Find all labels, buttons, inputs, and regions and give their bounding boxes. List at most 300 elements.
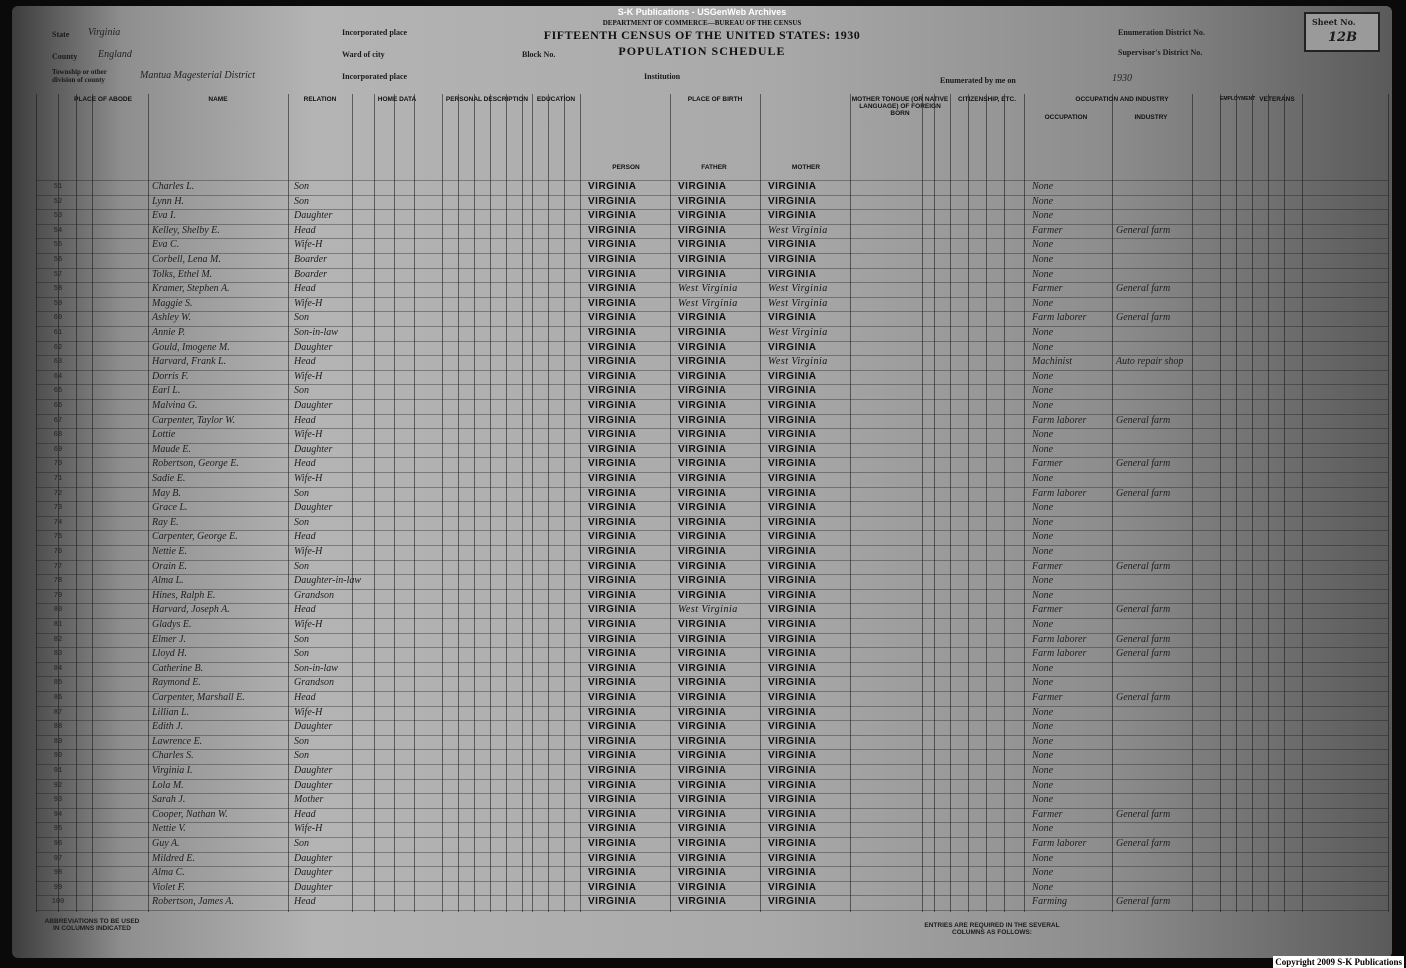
birthplace-father: VIRGINIA — [678, 341, 727, 353]
birthplace-mother: VIRGINIA — [768, 662, 817, 674]
birthplace-father: VIRGINIA — [678, 735, 727, 747]
birthplace-mother: VIRGINIA — [768, 619, 817, 630]
birthplace-mother: VIRGINIA — [768, 239, 817, 251]
column-rule — [374, 94, 375, 912]
line-number: 76 — [53, 548, 63, 556]
occupation: None — [1032, 327, 1054, 338]
person-name: Gladys E. — [152, 619, 192, 630]
line-number: 51 — [53, 183, 63, 191]
line-number: 88 — [53, 723, 63, 732]
relation: Daughter — [294, 502, 333, 514]
person-name: Grace L. — [152, 502, 188, 514]
occupation: None — [1032, 473, 1054, 484]
birthplace-father: VIRGINIA — [678, 443, 727, 455]
personal-description-header: PERSONAL DESCRIPTION — [445, 96, 529, 103]
relation: Daughter-in-law — [294, 575, 362, 587]
mother-subheader: MOTHER — [791, 164, 821, 171]
line-number: 57 — [53, 270, 63, 279]
occupation: Farming — [1032, 896, 1067, 908]
occupation: None — [1032, 385, 1054, 397]
employment-header: EMPLOYMENT — [1220, 96, 1256, 102]
person-name: Malvina G. — [152, 400, 198, 411]
line-number: 73 — [53, 504, 63, 513]
line-number: 94 — [53, 810, 63, 819]
person-name: Carpenter, George E. — [152, 531, 238, 543]
footer — [36, 914, 1388, 952]
birthplace-father: VIRGINIA — [678, 239, 727, 251]
person-name: Lola M. — [152, 779, 184, 791]
birthplace-father: VIRGINIA — [678, 268, 727, 280]
birthplace-mother: VIRGINIA — [768, 254, 817, 265]
birthplace-father: VIRGINIA — [678, 706, 727, 718]
abbreviations-title: ABBREVIATIONS TO BE USED IN COLUMNS INDICATED — [44, 918, 140, 932]
birthplace-mother: VIRGINIA — [768, 648, 817, 660]
column-rule — [968, 94, 969, 912]
column-rule — [548, 94, 549, 912]
industry: General farm — [1116, 648, 1171, 660]
birthplace-father: VIRGINIA — [678, 896, 727, 908]
column-rule — [442, 94, 443, 912]
person-name: Sadie E. — [152, 473, 186, 484]
person-name: Alma L. — [152, 575, 184, 587]
occupation: Farmer — [1032, 604, 1063, 616]
sheet-number-box — [1304, 12, 1380, 52]
person-name: Earl L. — [152, 385, 181, 397]
occupation: Farmer — [1032, 560, 1063, 572]
birthplace-father: VIRGINIA — [678, 619, 727, 630]
birthplace-father: VIRGINIA — [678, 808, 727, 820]
relation-header: RELATION — [303, 96, 337, 103]
birthplace-person: VIRGINIA — [588, 838, 637, 849]
birthplace-father: VIRGINIA — [678, 765, 727, 776]
relation: Son — [294, 195, 309, 207]
place-of-birth-header: PLACE OF BIRTH — [687, 96, 743, 103]
birthplace-father: VIRGINIA — [678, 633, 727, 645]
line-number: 63 — [53, 358, 63, 367]
birthplace-mother: VIRGINIA — [768, 575, 817, 587]
occupation: Farmer — [1032, 692, 1063, 703]
birthplace-mother: VIRGINIA — [768, 692, 817, 703]
relation: Head — [294, 356, 316, 368]
occupation: None — [1032, 575, 1054, 587]
birthplace-person: VIRGINIA — [588, 224, 637, 236]
birthplace-father: VIRGINIA — [678, 881, 727, 893]
person-name: Edith J. — [152, 721, 184, 733]
line-number: 55 — [53, 241, 63, 250]
relation: Grandson — [294, 677, 335, 689]
column-rule — [474, 94, 475, 912]
birthplace-father: VIRGINIA — [678, 662, 727, 674]
person-name: Dorris F. — [152, 370, 189, 382]
occupation: None — [1032, 297, 1054, 309]
birthplace-father: VIRGINIA — [678, 794, 727, 806]
relation: Head — [294, 224, 316, 236]
birthplace-person: VIRGINIA — [588, 414, 637, 426]
person-name: Lawrence E. — [152, 735, 203, 747]
birthplace-person: VIRGINIA — [588, 341, 637, 353]
relation: Daughter — [294, 881, 333, 893]
occupation: None — [1032, 400, 1054, 411]
line-number: 72 — [53, 489, 63, 498]
column-rule — [1236, 94, 1237, 912]
relation: Head — [294, 604, 316, 616]
line-number: 61 — [53, 329, 63, 337]
department-line: DEPARTMENT OF COMMERCE—BUREAU OF THE CENSUS — [602, 19, 802, 27]
column-rule — [1004, 94, 1005, 912]
line-number: 90 — [53, 752, 63, 761]
census-title: FIFTEENTH CENSUS OF THE UNITED STATES: 1930 — [543, 28, 861, 42]
relation: Wife-H — [294, 370, 323, 382]
column-rule — [36, 94, 37, 912]
sheet-number: 12B — [1328, 30, 1358, 45]
column-rule — [760, 94, 761, 912]
birthplace-father: VIRGINIA — [678, 867, 727, 879]
place-of-abode-header: PLACE OF ABODE — [74, 96, 132, 103]
birthplace-mother: VIRGINIA — [768, 589, 817, 601]
relation: Daughter — [294, 400, 333, 411]
person-name: Ashley W. — [152, 312, 192, 324]
birthplace-person: VIRGINIA — [588, 677, 637, 689]
state-value: Virginia — [88, 27, 121, 38]
occupation: None — [1032, 750, 1054, 762]
person-name: Nettie V. — [152, 823, 186, 835]
supervisor-district-label: Supervisor's District No. — [1118, 48, 1203, 57]
relation: Daughter — [294, 210, 333, 222]
birthplace-person: VIRGINIA — [588, 735, 637, 747]
birthplace-person: VIRGINIA — [588, 385, 637, 397]
person-name: Maude E. — [152, 443, 191, 455]
line-number: 75 — [53, 533, 63, 542]
line-number: 53 — [53, 212, 63, 221]
person-name: Guy A. — [152, 838, 180, 849]
birthplace-mother: VIRGINIA — [768, 779, 817, 791]
birthplace-mother: West Virginia — [768, 356, 828, 368]
line-number: 64 — [53, 372, 63, 381]
line-number: 79 — [53, 591, 63, 600]
birthplace-person: VIRGINIA — [588, 473, 637, 484]
person-name: Mildred E. — [152, 852, 195, 864]
father-subheader: FATHER — [701, 164, 727, 171]
birthplace-mother: VIRGINIA — [768, 414, 817, 426]
industry: General farm — [1116, 312, 1171, 324]
occupation: Farmer — [1032, 224, 1063, 236]
birthplace-person: VIRGINIA — [588, 181, 637, 192]
person-name: Elmer J. — [152, 633, 186, 645]
birthplace-person: VIRGINIA — [588, 327, 637, 338]
township-value: Mantua Magesterial District — [140, 70, 255, 81]
line-number: 92 — [53, 781, 63, 790]
relation: Daughter — [294, 721, 333, 733]
column-rule — [490, 94, 491, 912]
relation: Head — [294, 808, 316, 820]
occupation: None — [1032, 210, 1054, 222]
birthplace-father: VIRGINIA — [678, 473, 727, 484]
person-name: Cooper, Nathan W. — [152, 808, 228, 820]
birthplace-mother: VIRGINIA — [768, 268, 817, 280]
relation: Wife-H — [294, 706, 323, 718]
birthplace-person: VIRGINIA — [588, 560, 637, 572]
line-number: 85 — [53, 679, 63, 688]
relation: Wife-H — [294, 429, 323, 441]
birthplace-person: VIRGINIA — [588, 619, 637, 630]
person-name: Charles S. — [152, 750, 194, 762]
education-header: EDUCATION — [536, 96, 576, 103]
row-rule — [36, 910, 1388, 911]
occupation: Farmer — [1032, 283, 1063, 295]
line-number: 96 — [53, 840, 63, 848]
enumeration-district-label: Enumeration District No. — [1118, 28, 1205, 37]
relation: Son-in-law — [294, 327, 338, 338]
birthplace-father: West Virginia — [678, 297, 738, 309]
birthplace-mother: VIRGINIA — [768, 750, 817, 762]
birthplace-person: VIRGINIA — [588, 487, 637, 499]
column-rule — [1252, 94, 1253, 912]
line-number: 86 — [53, 694, 63, 702]
relation: Head — [294, 531, 316, 543]
column-rule — [580, 94, 581, 912]
birthplace-person: VIRGINIA — [588, 297, 637, 309]
relation: Son-in-law — [294, 662, 338, 674]
occupation: None — [1032, 706, 1054, 718]
birthplace-father: VIRGINIA — [678, 852, 727, 864]
veterans-header: VETERANS — [1259, 96, 1295, 103]
relation: Son — [294, 648, 309, 660]
person-name: Gould, Imogene M. — [152, 341, 230, 353]
line-number: 67 — [53, 416, 63, 425]
relation: Head — [294, 692, 316, 703]
incorporated-label: Incorporated place — [342, 28, 408, 37]
occupation: Farm laborer — [1032, 648, 1087, 660]
birthplace-person: VIRGINIA — [588, 794, 637, 806]
industry: General farm — [1116, 692, 1171, 703]
birthplace-father: VIRGINIA — [678, 502, 727, 514]
birthplace-person: VIRGINIA — [588, 546, 637, 557]
birthplace-person: VIRGINIA — [588, 312, 637, 324]
relation: Boarder — [294, 268, 327, 280]
column-rule — [352, 94, 353, 912]
birthplace-person: VIRGINIA — [588, 458, 637, 470]
birthplace-father: VIRGINIA — [678, 414, 727, 426]
relation: Son — [294, 312, 309, 324]
column-rule — [564, 94, 565, 912]
occupation: None — [1032, 823, 1054, 835]
birthplace-person: VIRGINIA — [588, 502, 637, 514]
column-rule — [148, 94, 149, 912]
relation: Wife-H — [294, 619, 323, 630]
birthplace-father: VIRGINIA — [678, 224, 727, 236]
birthplace-person: VIRGINIA — [588, 765, 637, 776]
line-number: 80 — [53, 606, 63, 615]
birthplace-person: VIRGINIA — [588, 516, 637, 528]
line-number: 56 — [53, 256, 63, 264]
county-label: County — [52, 52, 78, 61]
line-number: 84 — [53, 664, 63, 673]
birthplace-person: VIRGINIA — [588, 706, 637, 718]
person-name: Carpenter, Taylor W. — [152, 414, 236, 426]
column-rule — [922, 94, 923, 912]
occupation: None — [1032, 370, 1054, 382]
birthplace-father: VIRGINIA — [678, 487, 727, 499]
birthplace-father: VIRGINIA — [678, 531, 727, 543]
occupation: None — [1032, 254, 1054, 265]
line-number: 68 — [53, 431, 63, 440]
birthplace-person: VIRGINIA — [588, 881, 637, 893]
column-rule — [288, 94, 289, 912]
birthplace-father: VIRGINIA — [678, 210, 727, 222]
column-rule — [1024, 94, 1025, 912]
person-name: Hines, Ralph E. — [152, 589, 216, 601]
birthplace-mother: VIRGINIA — [768, 341, 817, 353]
birthplace-mother: VIRGINIA — [768, 531, 817, 543]
birthplace-mother: VIRGINIA — [768, 735, 817, 747]
birthplace-person: VIRGINIA — [588, 268, 637, 280]
birthplace-mother: West Virginia — [768, 283, 828, 295]
birthplace-mother: VIRGINIA — [768, 385, 817, 397]
relation: Son — [294, 750, 309, 762]
birthplace-father: VIRGINIA — [678, 385, 727, 397]
industry: General farm — [1116, 560, 1171, 572]
occupation: None — [1032, 195, 1054, 207]
birthplace-mother: VIRGINIA — [768, 823, 817, 835]
column-rule — [532, 94, 533, 912]
line-number: 70 — [53, 460, 63, 469]
person-name: Eva I. — [152, 210, 176, 222]
sheet-label: Sheet No. — [1312, 17, 1356, 27]
relation: Daughter — [294, 779, 333, 791]
person-name: Violet F. — [152, 881, 185, 893]
relation: Wife-H — [294, 239, 323, 251]
occupation: None — [1032, 531, 1054, 543]
occupation: Machinist — [1032, 356, 1072, 368]
person-name: Carpenter, Marshall E. — [152, 692, 245, 703]
birthplace-person: VIRGINIA — [588, 604, 637, 616]
birthplace-person: VIRGINIA — [588, 400, 637, 411]
line-number: 93 — [53, 796, 63, 805]
line-number: 99 — [53, 883, 63, 892]
line-number: 74 — [53, 518, 63, 527]
industry: General farm — [1116, 414, 1171, 426]
column-rule — [1388, 94, 1389, 912]
birthplace-person: VIRGINIA — [588, 779, 637, 791]
occupation: None — [1032, 765, 1054, 776]
birthplace-mother: VIRGINIA — [768, 181, 817, 192]
birthplace-father: West Virginia — [678, 283, 738, 295]
occupation: None — [1032, 721, 1054, 733]
line-number: 60 — [53, 314, 63, 323]
line-number: 66 — [53, 402, 63, 410]
birthplace-father: VIRGINIA — [678, 327, 727, 338]
birthplace-father: West Virginia — [678, 604, 738, 616]
column-rule — [1112, 94, 1113, 912]
birthplace-father: VIRGINIA — [678, 458, 727, 470]
occupation: None — [1032, 619, 1054, 630]
occupation: None — [1032, 794, 1054, 806]
column-rule — [522, 94, 523, 912]
enumerated-year: 1930 — [1112, 73, 1132, 84]
person-name: Robertson, George E. — [152, 458, 239, 470]
relation: Daughter — [294, 341, 333, 353]
copyright-notice: Copyright 2009 S-K Publications — [1275, 957, 1402, 967]
person-name: Lloyd H. — [152, 648, 187, 660]
birthplace-father: VIRGINIA — [678, 575, 727, 587]
person-name: Maggie S. — [152, 297, 193, 309]
person-name: Harvard, Joseph A. — [152, 604, 230, 616]
birthplace-mother: VIRGINIA — [768, 400, 817, 411]
birthplace-mother: West Virginia — [768, 297, 828, 309]
person-name: Corbell, Lena M. — [152, 254, 221, 265]
birthplace-mother: VIRGINIA — [768, 721, 817, 733]
birthplace-mother: VIRGINIA — [768, 881, 817, 893]
birthplace-father: VIRGINIA — [678, 181, 727, 192]
birthplace-person: VIRGINIA — [588, 575, 637, 587]
birthplace-mother: VIRGINIA — [768, 516, 817, 528]
occupation: None — [1032, 181, 1054, 192]
institution-label: Institution — [644, 72, 681, 81]
line-number: 87 — [53, 708, 63, 717]
column-rule — [394, 94, 395, 912]
occupation: None — [1032, 735, 1054, 747]
occupation: None — [1032, 502, 1054, 514]
industry: General farm — [1116, 633, 1171, 645]
column-rule — [506, 94, 507, 912]
ward-label: Ward of city — [342, 50, 385, 59]
birthplace-father: VIRGINIA — [678, 589, 727, 601]
person-name: Alma C. — [152, 867, 185, 879]
birthplace-father: VIRGINIA — [678, 400, 727, 411]
birthplace-person: VIRGINIA — [588, 867, 637, 879]
industry: General farm — [1116, 838, 1171, 849]
line-number: 97 — [53, 854, 63, 863]
birthplace-person: VIRGINIA — [588, 210, 637, 222]
birthplace-person: VIRGINIA — [588, 443, 637, 455]
occupation-header: OCCUPATION AND INDUSTRY — [1075, 96, 1169, 103]
birthplace-person: VIRGINIA — [588, 283, 637, 295]
relation: Daughter — [294, 852, 333, 864]
county-value: England — [98, 49, 132, 60]
column-rule — [1302, 94, 1303, 912]
person-name: Raymond E. — [152, 677, 201, 689]
person-name: Ray E. — [152, 516, 179, 528]
line-number: 71 — [53, 475, 63, 483]
industry: General farm — [1116, 808, 1171, 820]
birthplace-mother: VIRGINIA — [768, 794, 817, 806]
relation: Head — [294, 414, 316, 426]
relation: Head — [294, 283, 316, 295]
relation: Son — [294, 385, 309, 397]
relation: Wife-H — [294, 473, 323, 484]
person-name: Tolks, Ethel M. — [152, 268, 213, 280]
birthplace-father: VIRGINIA — [678, 195, 727, 207]
column-rule — [458, 94, 459, 912]
relation: Wife-H — [294, 823, 323, 835]
industry: General farm — [1116, 896, 1171, 908]
birthplace-father: VIRGINIA — [678, 254, 727, 265]
birthplace-mother: VIRGINIA — [768, 487, 817, 499]
person-name: Kramer, Stephen A. — [152, 283, 230, 295]
industry-subheader: INDUSTRY — [1134, 114, 1168, 121]
relation: Head — [294, 458, 316, 470]
column-rule — [76, 94, 77, 912]
birthplace-person: VIRGINIA — [588, 370, 637, 382]
birthplace-father: VIRGINIA — [678, 823, 727, 835]
birthplace-person: VIRGINIA — [588, 254, 637, 265]
occupation: None — [1032, 662, 1054, 674]
birthplace-mother: VIRGINIA — [768, 546, 817, 557]
industry: General farm — [1116, 224, 1171, 236]
census-sheet — [12, 6, 1392, 958]
birthplace-person: VIRGINIA — [588, 633, 637, 645]
occupation-subheader: OCCUPATION — [1044, 114, 1088, 121]
